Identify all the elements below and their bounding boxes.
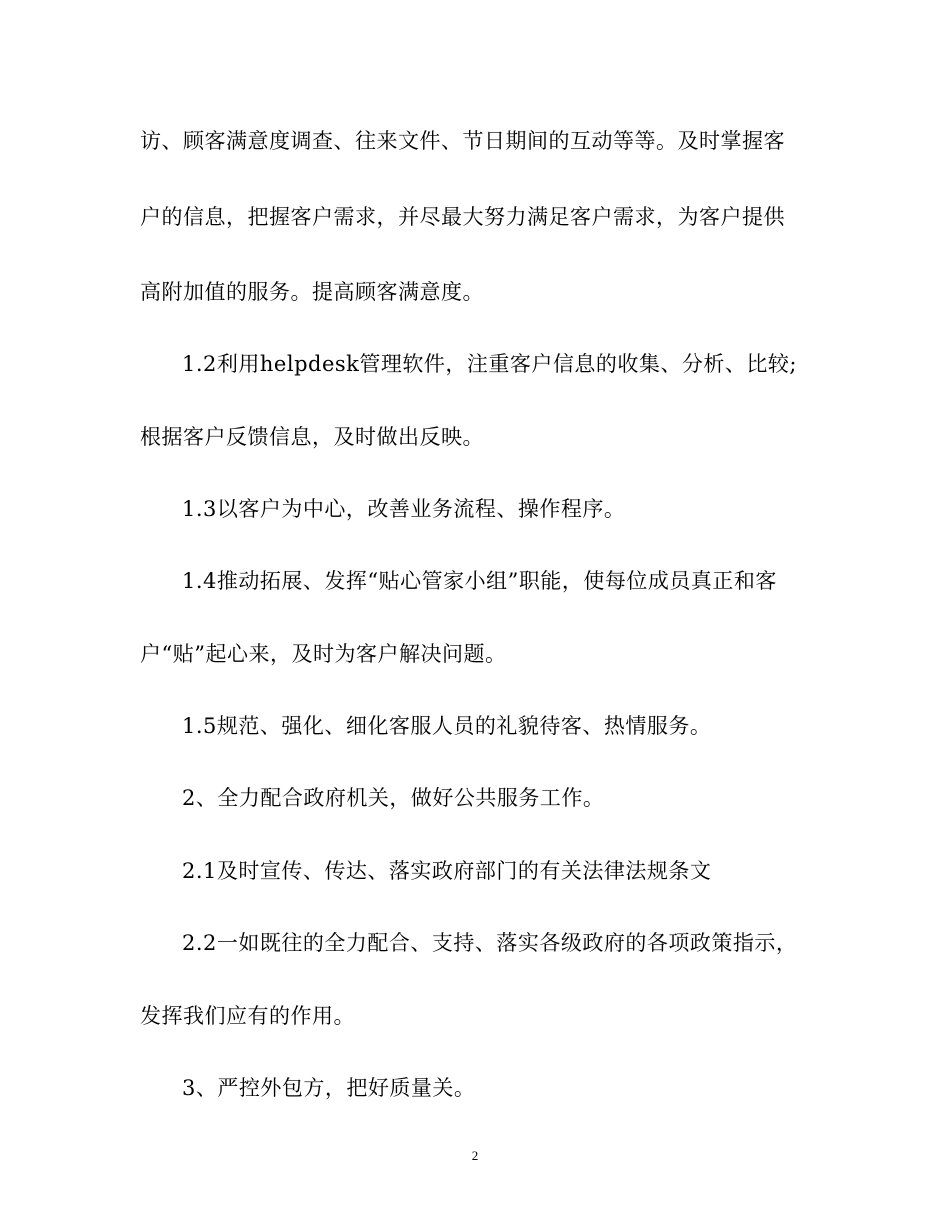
paragraph-line: 高附加值的服务。提高顾客满意度。: [140, 280, 484, 304]
paragraph-line: 2.2一如既往的全力配合、支持、落实各级政府的各项政策指示，: [182, 931, 798, 955]
paragraph-line: 3、严控外包方，把好质量关。: [182, 1076, 476, 1100]
paragraph-line: 户的信息，把握客户需求，并尽最大努力满足客户需求，为客户提供: [140, 205, 785, 229]
paragraph-line: 2、全力配合政府机关，做好公共服务工作。: [182, 786, 605, 810]
paragraph-line: 访、顾客满意度调查、往来文件、节日期间的互动等等。及时掌握客: [140, 129, 785, 153]
paragraph-line: 根据客户反馈信息，及时做出反映。: [140, 425, 484, 449]
page-number: 2: [471, 1148, 479, 1163]
paragraph-line: 1.5规范、强化、细化客服人员的礼貌待客、热情服务。: [182, 714, 712, 738]
paragraph-line: 户“贴”起心来，及时为客户解决问题。: [140, 642, 507, 666]
paragraph-line: 2.1及时宣传、传达、落实政府部门的有关法律法规条文: [182, 859, 712, 883]
paragraph-line: 1.2利用helpdesk管理软件，注重客户信息的收集、分析、比较;: [182, 352, 797, 376]
paragraph-line: 发挥我们应有的作用。: [140, 1004, 355, 1028]
paragraph-line: 1.3以客户为中心，改善业务流程、操作程序。: [182, 497, 626, 521]
paragraph-line: 1.4推动拓展、发挥“贴心管家小组”职能，使每位成员真正和客: [182, 569, 777, 593]
